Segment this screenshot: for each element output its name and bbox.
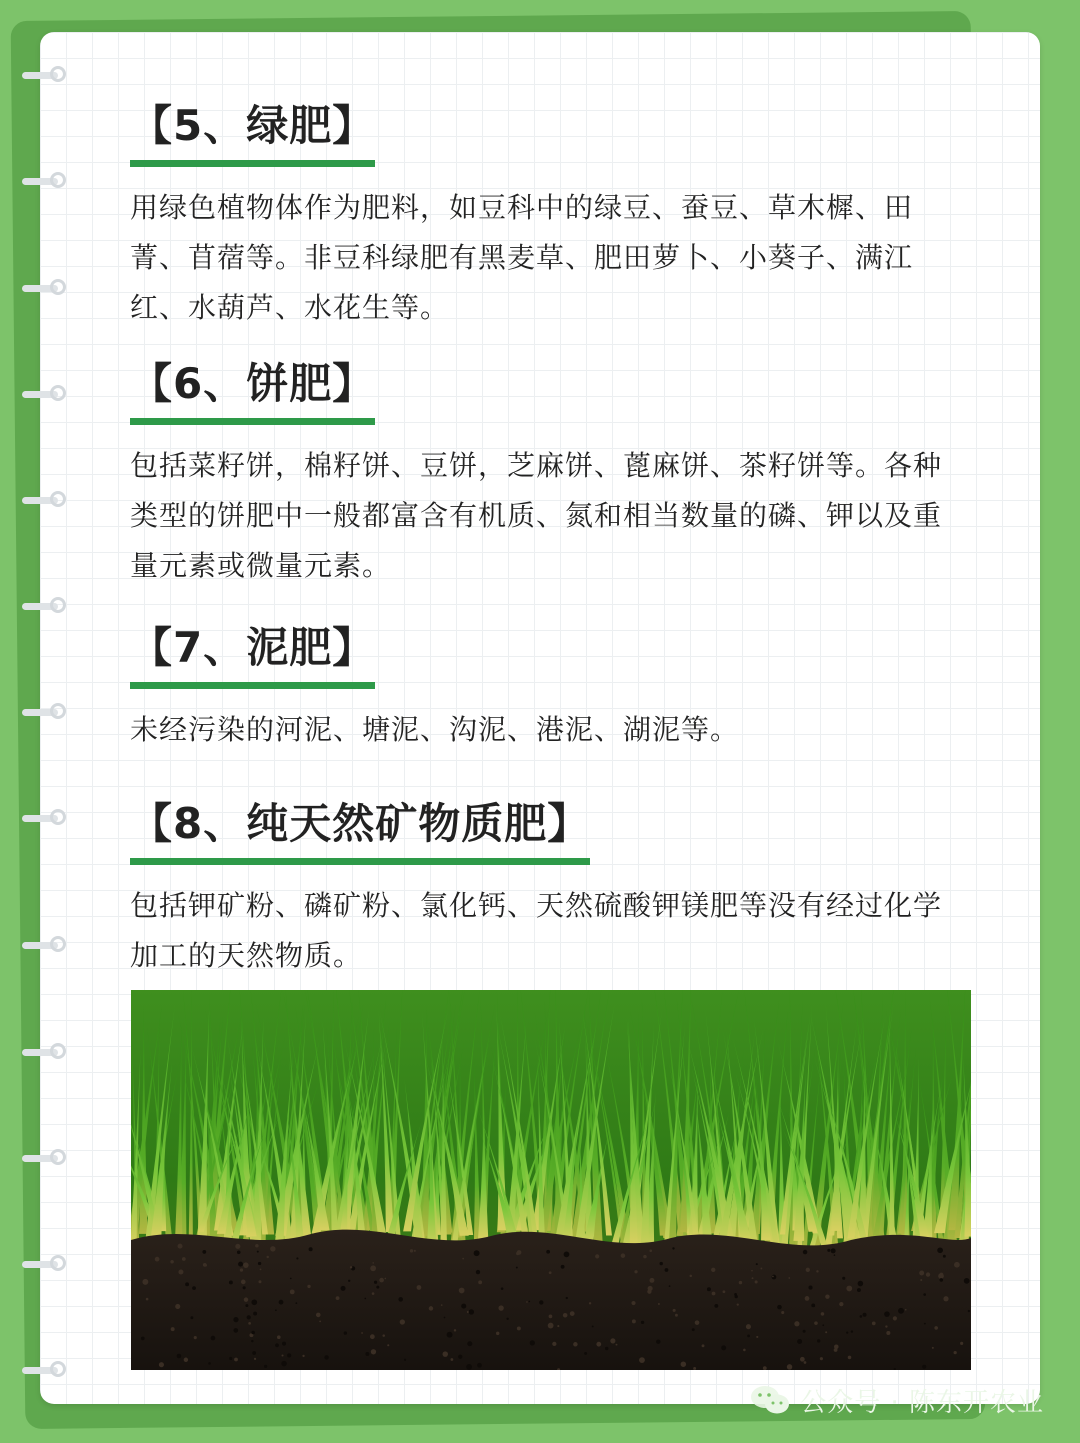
soil-grain (184, 1358, 188, 1362)
soil-grain (443, 1351, 449, 1357)
soil-grain (968, 1310, 970, 1312)
soil-grain (295, 1302, 297, 1304)
ring-binding (22, 1149, 66, 1167)
soil-grain (858, 1281, 864, 1287)
section-mineral-manure (130, 796, 960, 981)
soil-grain (885, 1325, 887, 1327)
grass-soil-photo (131, 990, 971, 1370)
soil-grain (752, 1277, 754, 1279)
soil-grain (371, 1349, 376, 1354)
soil-grain (631, 1301, 635, 1305)
soil-grain (831, 1248, 836, 1253)
section-cake-manure (130, 356, 960, 591)
soil-grain (821, 1312, 825, 1316)
soil-grain (253, 1312, 257, 1316)
soil-grain (814, 1321, 818, 1325)
soil-grain (202, 1250, 206, 1254)
soil-grain (632, 1319, 636, 1323)
heading-underline (130, 418, 375, 425)
soil-grain (658, 1303, 660, 1305)
ring-binding (22, 597, 66, 615)
soil-grain (804, 1361, 807, 1364)
soil-grain (182, 1257, 186, 1261)
soil-grain (296, 1257, 298, 1259)
soil-grain (649, 1249, 652, 1252)
soil-grain (255, 1244, 259, 1248)
soil-grain (834, 1254, 836, 1256)
soil-grain (549, 1315, 553, 1319)
soil-grain (863, 1313, 867, 1317)
soil-grain (803, 1330, 806, 1333)
soil-grain (281, 1361, 286, 1366)
soil-grain (539, 1300, 543, 1304)
soil-grain (714, 1304, 718, 1308)
soil-grain (171, 1327, 175, 1331)
soil-grain (781, 1311, 784, 1314)
soil-grain (170, 1260, 174, 1264)
footer-source-text: 公众号 · 陈东开农业 (800, 1387, 1044, 1418)
soil-grain (417, 1285, 422, 1290)
soil-grain (924, 1323, 926, 1325)
soil-grain (208, 1362, 211, 1365)
soil-grain (546, 1250, 550, 1254)
soil-grain (772, 1276, 774, 1278)
soil-grain (563, 1313, 568, 1318)
soil-grain (517, 1250, 522, 1255)
soil-grain (370, 1334, 375, 1339)
soil-grain (937, 1247, 943, 1253)
soil-grain (811, 1303, 815, 1307)
soil-grain (800, 1357, 805, 1362)
soil-grain (595, 1254, 599, 1258)
soil-grain (746, 1324, 751, 1329)
soil-grain (842, 1277, 845, 1280)
soil-grain (248, 1322, 251, 1325)
soil-grain (848, 1356, 852, 1360)
soil-grain (376, 1286, 379, 1289)
soil-grain (344, 1331, 347, 1334)
soil-grain (932, 1347, 934, 1349)
soil-grain (756, 1336, 758, 1338)
soil-grain (454, 1329, 456, 1331)
soil-grain (385, 1278, 387, 1280)
soil-grain (229, 1357, 232, 1360)
soil-grain (361, 1332, 363, 1334)
heading-underline (130, 160, 375, 167)
soil-grain (846, 1286, 852, 1292)
soil-grain (692, 1328, 695, 1331)
section-body: 用绿色植物体作为肥料，如豆科中的绿豆、蚕豆、草木樨、田菁、苜蓿等。非豆科绿肥有黑麦草、肥田萝卜、小葵子、满江红、水葫芦、水花生等。 (130, 191, 914, 324)
heading-underline (130, 682, 375, 689)
soil-grain (194, 1336, 197, 1339)
soil-grain (528, 1301, 530, 1303)
soil-grain (695, 1320, 700, 1325)
soil-grain (469, 1309, 474, 1314)
soil-grain (817, 1339, 820, 1342)
ring-binding (22, 1255, 66, 1273)
soil-grain (675, 1314, 678, 1317)
soil-grain (474, 1250, 480, 1256)
soil-grain (501, 1287, 504, 1290)
footer-attribution (750, 1380, 1044, 1420)
soil-grain (737, 1304, 739, 1306)
section-heading: 【5、绿肥】 (130, 101, 376, 150)
soil-grain (954, 1262, 960, 1268)
soil-grain (893, 1316, 897, 1320)
soil-grain (711, 1268, 715, 1272)
soil-grain (760, 1268, 762, 1270)
soil-grain (681, 1361, 687, 1367)
soil-grain (307, 1285, 310, 1288)
soil-grain (673, 1309, 676, 1312)
soil-grain (270, 1246, 275, 1251)
soil-grain (712, 1292, 716, 1296)
ring-binding (22, 809, 66, 827)
soil-grain (827, 1249, 830, 1252)
soil-grain (282, 1342, 286, 1346)
soil-grain (447, 1332, 453, 1338)
soil-grain (643, 1255, 647, 1259)
soil-grain (787, 1364, 792, 1369)
soil-grain (923, 1293, 926, 1296)
soil-grain (467, 1341, 472, 1346)
section-heading-block (130, 620, 375, 689)
ring-binding (22, 703, 66, 721)
soil-grain (690, 1275, 693, 1278)
soil-grain (788, 1277, 790, 1279)
soil-grain (634, 1270, 637, 1273)
soil-grain (960, 1342, 963, 1345)
soil-grain (777, 1305, 782, 1310)
soil-grain (825, 1294, 829, 1298)
ring-binding (22, 1043, 66, 1061)
section-heading-block (130, 98, 375, 167)
soil-grain (247, 1315, 251, 1319)
soil-grain (803, 1250, 808, 1255)
soil-grain (934, 1326, 938, 1330)
soil-grain (364, 1298, 366, 1300)
soil-grain (926, 1272, 930, 1276)
soil-grain (506, 1318, 508, 1320)
soil-grain (669, 1285, 671, 1287)
soil-grain (898, 1308, 904, 1314)
soil-grain (548, 1323, 554, 1329)
soil-grain (175, 1304, 180, 1309)
soil-grain (797, 1339, 802, 1344)
soil-grain (241, 1280, 246, 1285)
section-body: 包括菜籽饼，棉籽饼、豆饼，芝麻饼、蓖麻饼、茶籽饼等。各种类型的饼肥中一般都富含有机质、氮和相当数量的磷、钾以及重量元素或微量元素。 (130, 449, 943, 582)
soil-grain (348, 1280, 350, 1282)
soil-grain (938, 1273, 944, 1279)
soil-grain (159, 1362, 164, 1367)
soil-grain (458, 1355, 462, 1359)
soil-grain (734, 1293, 737, 1296)
soil-grain (846, 1332, 848, 1334)
soil-grain (496, 1332, 499, 1335)
soil-grain (251, 1299, 257, 1305)
soil-grain (203, 1263, 207, 1267)
soil-grain (478, 1280, 482, 1284)
soil-grain (324, 1355, 328, 1359)
heading-underline (130, 858, 590, 865)
soil-grain (257, 1251, 259, 1253)
soil-grain (190, 1316, 193, 1319)
soil-grain (177, 1244, 182, 1249)
soil-grain (763, 1366, 767, 1370)
soil-grain (229, 1281, 233, 1285)
soil-grain (820, 1357, 823, 1360)
soil-grain (444, 1317, 446, 1319)
soil-grain (943, 1255, 946, 1258)
soil-grain (243, 1262, 249, 1268)
soil-grain (441, 1304, 443, 1306)
soil-grain (498, 1305, 503, 1310)
soil-grain (943, 1296, 948, 1301)
soil-grain (211, 1336, 216, 1341)
soil-grain (610, 1338, 615, 1343)
soil-grain (141, 1337, 145, 1341)
soil-grain (647, 1289, 651, 1293)
soil-grain (872, 1322, 876, 1326)
ring-binding (22, 279, 66, 297)
soil-grain (822, 1324, 824, 1326)
soil-grain (808, 1286, 812, 1290)
soil-grain (549, 1271, 552, 1274)
section-heading: 【6、饼肥】 (130, 359, 376, 408)
soil-grain (905, 1309, 907, 1311)
soil-grain (656, 1339, 660, 1343)
soil-grain (287, 1353, 291, 1357)
soil-grain (477, 1363, 482, 1368)
soil-grain (592, 1325, 594, 1327)
soil-grain (954, 1351, 957, 1354)
soil-grain (851, 1330, 853, 1332)
soil-grain (939, 1278, 943, 1282)
soil-grain (884, 1311, 890, 1317)
soil-grain (743, 1349, 746, 1352)
soil-grain (605, 1347, 608, 1350)
soil-grain (251, 1331, 255, 1335)
soil-grain (398, 1297, 403, 1302)
soil-grain (747, 1334, 750, 1337)
soil-grain (233, 1317, 238, 1322)
soil-grain (570, 1311, 575, 1316)
soil-grain (233, 1328, 238, 1333)
section-mud-manure (130, 620, 960, 755)
soil-grain (290, 1289, 295, 1294)
section-body: 包括钾矿粉、磷矿粉、氯化钙、天然硫酸钾镁肥等没有经过化学加工的天然物质。 (130, 889, 943, 972)
soil-grain (707, 1287, 711, 1291)
soil-grain (693, 1367, 696, 1370)
soil-grain (290, 1278, 292, 1280)
soil-grain (414, 1250, 416, 1252)
soil-grain (665, 1268, 669, 1272)
notebook-rings (0, 0, 80, 1443)
soil-grain (372, 1262, 374, 1264)
section-heading-block (130, 796, 590, 865)
soil-grain (281, 1354, 283, 1356)
soil-grain (919, 1271, 924, 1276)
soil-grain (672, 1247, 674, 1249)
soil-grain (155, 1257, 160, 1262)
soil-grain (400, 1319, 405, 1324)
soil-grain (279, 1300, 284, 1305)
soil-grain (886, 1331, 890, 1335)
soil-grain (641, 1321, 644, 1324)
soil-grain (702, 1344, 705, 1347)
soil-grain (561, 1265, 565, 1269)
section-body: 未经污染的河泥、塘泥、沟泥、港泥、湖泥等。 (130, 713, 740, 746)
soil-grain (794, 1321, 799, 1326)
soil-grain (234, 1358, 238, 1362)
soil-grain (275, 1309, 277, 1311)
section-green-manure (130, 98, 960, 333)
ring-binding (22, 1361, 66, 1379)
soil-grain (370, 1265, 376, 1271)
soil-grain (834, 1344, 839, 1349)
soil-grain (244, 1297, 248, 1301)
ring-binding (22, 491, 66, 509)
ring-binding (22, 172, 66, 190)
soil-grain (566, 1297, 568, 1299)
soil-grain (755, 1280, 758, 1283)
soil-grain (372, 1292, 375, 1295)
soil-grain (857, 1288, 861, 1292)
soil-grain (365, 1352, 369, 1356)
soil-grain (450, 1358, 453, 1361)
soil-grain (466, 1364, 472, 1370)
soil-grain (237, 1250, 241, 1254)
soil-grain (302, 1355, 304, 1357)
soil-grain (462, 1258, 464, 1260)
wechat-icon (750, 1384, 790, 1416)
soil-grain (146, 1298, 149, 1301)
ring-binding (22, 385, 66, 403)
soil-grain (243, 1286, 246, 1289)
soil-grain (756, 1263, 758, 1265)
soil-grain (552, 1342, 556, 1346)
soil-grain (922, 1365, 926, 1369)
soil-grain (920, 1279, 922, 1281)
soil-grain (374, 1281, 377, 1284)
soil-grain (461, 1304, 466, 1309)
soil-grain (258, 1280, 261, 1283)
soil-grain (260, 1269, 262, 1271)
section-heading-block (130, 356, 375, 425)
soil-grain (251, 1340, 253, 1342)
soil-grain (277, 1335, 281, 1339)
soil-grain (584, 1352, 587, 1355)
soil-grain (387, 1344, 389, 1346)
soil-grain (516, 1267, 518, 1269)
soil-grain (266, 1256, 268, 1258)
soil-grain (178, 1269, 183, 1274)
soil-grain (264, 1365, 267, 1368)
soil-grain (382, 1334, 385, 1337)
soil-grain (341, 1286, 346, 1291)
soil-grain (772, 1275, 777, 1280)
soil-grain (526, 1301, 528, 1303)
soil-grain (751, 1270, 753, 1272)
soil-grain (964, 1278, 970, 1284)
soil-grain (596, 1342, 601, 1347)
soil-grain (825, 1331, 827, 1333)
soil-grain (316, 1313, 321, 1318)
soil-grain (185, 1282, 189, 1286)
soil-grain (839, 1302, 843, 1306)
soil-grain (564, 1251, 570, 1257)
soil-grain (459, 1288, 465, 1294)
soil-grain (616, 1344, 618, 1346)
soil-grain (557, 1325, 559, 1327)
soil-grain (240, 1268, 243, 1271)
soil-grain (739, 1281, 742, 1284)
soil-grain (476, 1270, 480, 1274)
soil-grain (192, 1286, 196, 1290)
section-heading: 【7、泥肥】 (130, 623, 376, 672)
soil-grain (379, 1278, 384, 1283)
ring-binding (22, 66, 66, 84)
soil-grain (573, 1342, 578, 1347)
soil-grain (723, 1290, 726, 1293)
soil-grain (235, 1244, 240, 1249)
soil-grain (860, 1315, 863, 1318)
soil-grain (177, 1354, 182, 1359)
soil-grain (350, 1266, 352, 1268)
soil-grain (806, 1268, 810, 1272)
soil-grain (404, 1359, 406, 1361)
soil-grain (530, 1340, 535, 1345)
ring-binding (22, 936, 66, 954)
soil-grain (142, 1279, 148, 1285)
soil-grain (275, 1343, 279, 1347)
soil-grain (258, 1262, 261, 1265)
soil-grain (254, 1358, 256, 1360)
section-heading: 【8、纯天然矿物质肥】 (130, 799, 591, 848)
soil-grain (805, 1296, 810, 1301)
soil-grain (252, 1351, 256, 1355)
soil-grain (245, 1304, 248, 1307)
soil-grain (319, 1320, 321, 1322)
soil-grain (589, 1302, 591, 1304)
soil-grain (429, 1306, 433, 1310)
soil-grain (410, 1249, 413, 1252)
soil-grain (621, 1253, 626, 1258)
soil-grain (517, 1326, 521, 1330)
soil-grain (721, 1345, 726, 1350)
soil-grain (639, 1357, 645, 1363)
soil-grain (660, 1262, 663, 1265)
soil-grain (309, 1247, 313, 1251)
soil-grain (649, 1278, 654, 1283)
soil-grain (336, 1296, 340, 1300)
soil-grain (238, 1262, 243, 1267)
soil-grain (816, 1270, 818, 1272)
